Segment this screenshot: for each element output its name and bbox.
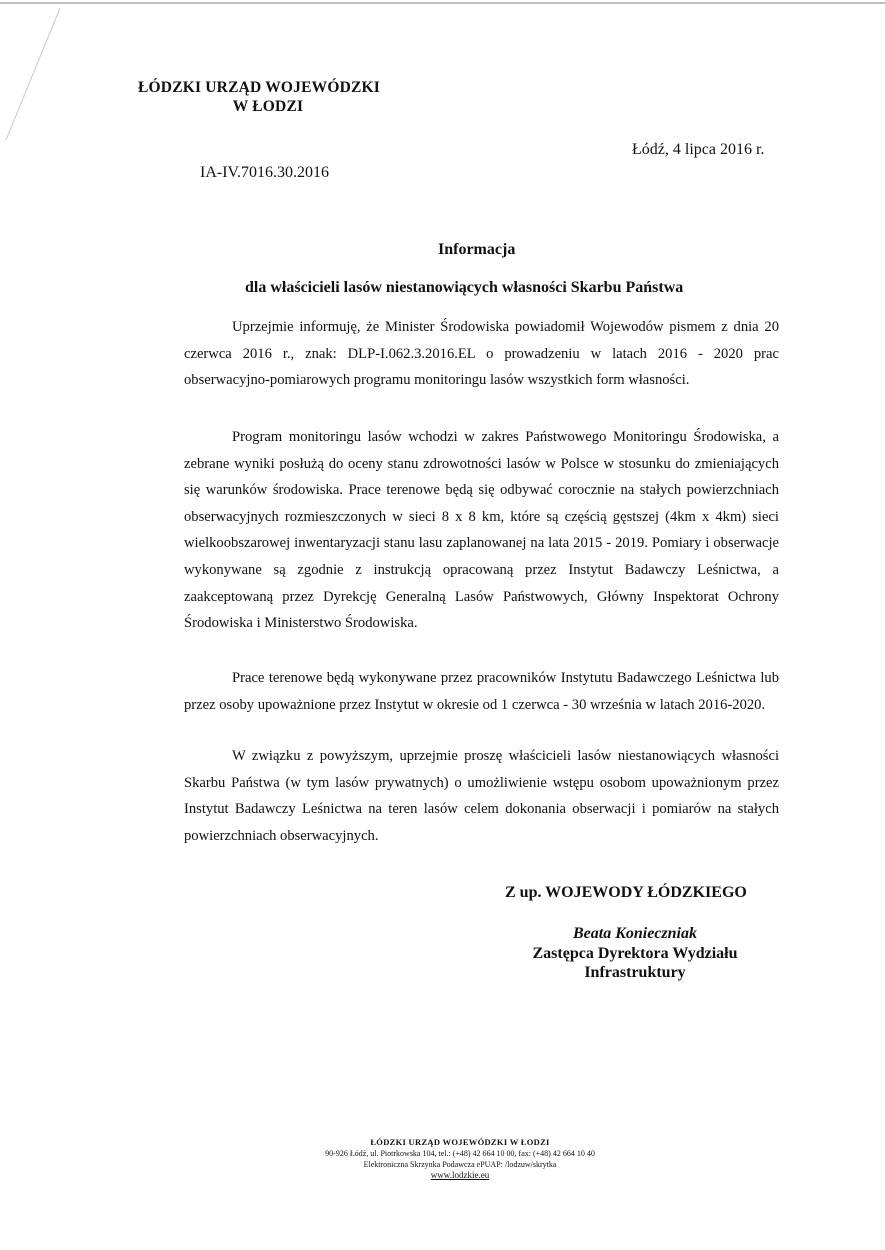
- footer-epuap: Elektroniczna Skrzynka Podawcza ePUAP: /lodzuw/skrytka: [363, 1160, 557, 1169]
- footer: [240, 1137, 680, 1181]
- footer-address: 90-926 Łódź, ul. Piotrkowska 104, tel.: (+48) 42 664 10 00, fax: (+48) 42 664 10 40: [325, 1149, 595, 1158]
- signatory-name: Beata Konieczniak: [572, 925, 697, 942]
- document-title: Informacja: [438, 241, 516, 258]
- office-header-line2: W ŁODZI: [232, 98, 304, 115]
- office-header: [138, 78, 398, 116]
- office-header-line1: ŁÓDZKI URZĄD WOJEWÓDZKI: [138, 79, 381, 96]
- signatory-position-line1: Zastępca Dyrektora Wydziału: [532, 944, 738, 962]
- signature-block: [520, 924, 750, 983]
- paragraph-3: Prace terenowe będą wykonywane przez pracowników Instytutu Badawczego Leśnictwa lub przez osoby upoważnione przez Instytut w okresie od 1 czerwca - 30 września w latach 2016-2020.: [184, 670, 779, 713]
- closing-authority: Z up. WOJEWODY ŁÓDZKIEGO: [505, 884, 747, 901]
- reference-number: IA-IV.7016.30.2016: [200, 164, 330, 181]
- footer-org: ŁÓDZKI URZĄD WOJEWÓDZKI W ŁODZI: [370, 1137, 550, 1147]
- footer-website-link[interactable]: www.lodzkie.eu: [430, 1170, 490, 1180]
- paragraph-4: W związku z powyższym, uprzejmie proszę właścicieli lasów niestanowiących własności Skarbu Państwa (w tym lasów prywatnych) o umożliwienie wstępu osobom upoważnionym przez Instytut Badawczy Leśnictwa na teren lasów celem dokonania obserwacji i pomiarów na stałych powierzchniach obserwacyjnych.: [184, 748, 779, 844]
- signatory-position-line2: Infrastruktury: [584, 964, 686, 981]
- paragraph-1: Uprzejmie informuję, że Minister Środowiska powiadomił Wojewodów pismem z dnia 20 czerwca 2016 r., znak: DLP-I.062.3.2016.EL o prowadzeniu w latach 2016 - 2020 prac obserwacyjno-pomiarowych programu monitoringu lasów wszystkich form własności.: [184, 319, 779, 389]
- document-subtitle: dla właścicieli lasów niestanowiących własności Skarbu Państwa: [245, 279, 684, 296]
- paragraph-2: Program monitoringu lasów wchodzi w zakres Państwowego Monitoringu Środowiska, a zebrane wyniki posłużą do oceny stanu zdrowotności lasów w Polsce w stosunku do zmieniających się warunków środowiska. Prace terenowe będą się odbywać corocznie na stałych powierzchniach obserwacyjnych rozmieszczonych w sieci 8 x 8 km, które są częścią gęstszej (4km x 4km) sieci wielkoobszarowej inwentaryzacji stanu lasu zaplanowanej na lata 2015 - 2019. Pomiary i obserwacje wykonywane są zgodnie z instrukcją opracowaną przez Instytut Badawczy Leśnictwa, a zaakceptowaną przez Dyrekcję Generalną Lasów Państwowych, Główny Inspektorat Ochrony Środowiska i Ministerstwo Środowiska.: [184, 429, 779, 632]
- place-date: Łódź, 4 lipca 2016 r.: [632, 141, 765, 158]
